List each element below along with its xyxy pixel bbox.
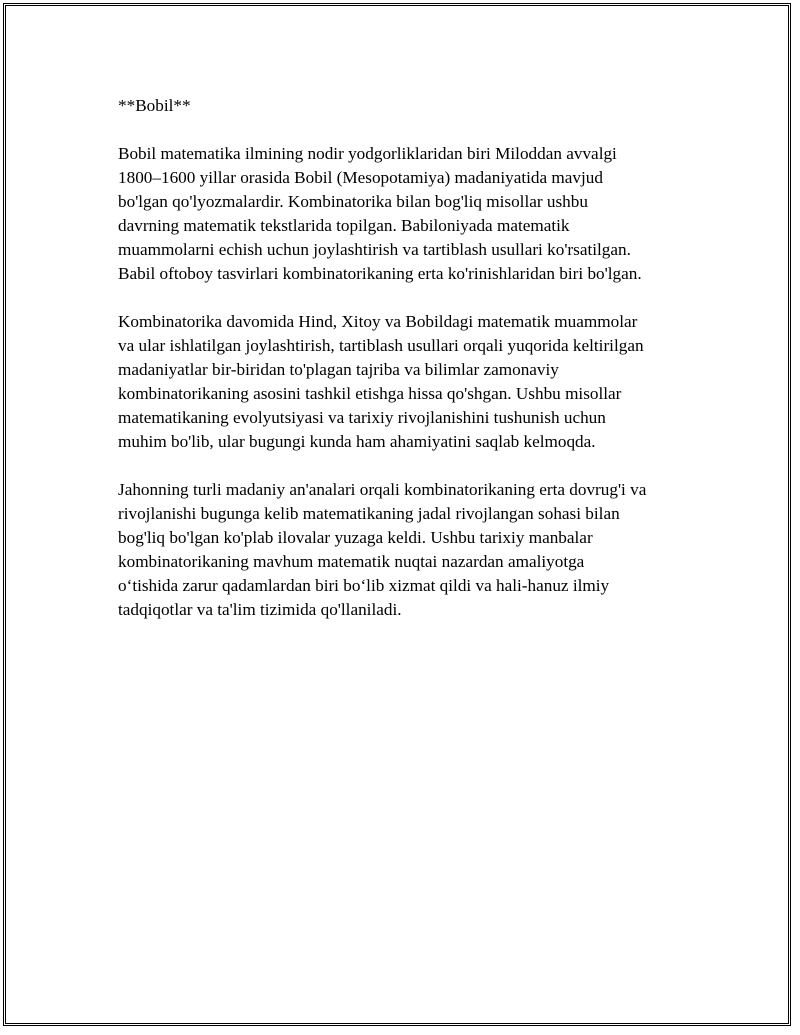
- paragraph-3: [118, 478, 708, 622]
- document-title: **Bobil**: [118, 96, 191, 115]
- paragraph-line: muammolarni echish uchun joylashtirish va tartiblash usullari ko'rsatilgan.: [118, 240, 631, 259]
- paragraph-line: bo'lgan qo'lyozmalardir. Kombinatorika bilan bog'liq misollar ushbu: [118, 192, 588, 211]
- paragraph-line: davrning matematik tekstlarida topilgan. Babiloniyada matematik: [118, 216, 570, 235]
- paragraph-line: Kombinatorika davomida Hind, Xitoy va Bobildagi matematik muammolar: [118, 312, 638, 331]
- paragraph-line: kombinatorikaning mavhum matematik nuqtai nazardan amaliyotga: [118, 552, 585, 571]
- paragraph-line: matematikaning evolyutsiyasi va tarixiy rivojlanishini tushunish uchun: [118, 408, 606, 427]
- paragraph-line: va ular ishlatilgan joylashtirish, tartiblash usullari orqali yuqorida keltirilgan: [118, 336, 644, 355]
- paragraph-line: muhim bo'lib, ular bugungi kunda ham ahamiyatini saqlab kelmoqda.: [118, 432, 596, 451]
- paragraph-line: Babil oftoboy tasvirlari kombinatorikaning erta ko'rinishlaridan biri bo'lgan.: [118, 264, 642, 283]
- paragraph-line: 1800–1600 yillar orasida Bobil (Mesopotamiya) madaniyatida mavjud: [118, 168, 603, 187]
- paragraph-line: bog'liq bo'lgan ko'plab ilovalar yuzaga keldi. Ushbu tarixiy manbalar: [118, 528, 593, 547]
- paragraph-line: kombinatorikaning asosini tashkil etishga hissa qo'shgan. Ushbu misollar: [118, 384, 622, 403]
- paragraph-line: Bobil matematika ilmining nodir yodgorliklaridan biri Miloddan avvalgi: [118, 144, 617, 163]
- paragraph-line: o‘tishida zarur qadamlardan biri bo‘lib xizmat qildi va hali-hanuz ilmiy: [118, 576, 610, 595]
- paragraph-line: Jahonning turli madaniy an'analari orqali kombinatorikaning erta dovrug'i va: [118, 480, 647, 499]
- paragraph-line: madaniyatlar bir-biridan to'plagan tajriba va bilimlar zamonaviy: [118, 360, 559, 379]
- paragraph-2: [118, 310, 708, 454]
- paragraph-1: [118, 142, 708, 286]
- paragraph-line: tadqiqotlar va ta'lim tizimida qo'llaniladi.: [118, 600, 402, 619]
- paragraph-line: rivojlanishi bugunga kelib matematikaning jadal rivojlangan sohasi bilan: [118, 504, 620, 523]
- document-body: [118, 94, 708, 646]
